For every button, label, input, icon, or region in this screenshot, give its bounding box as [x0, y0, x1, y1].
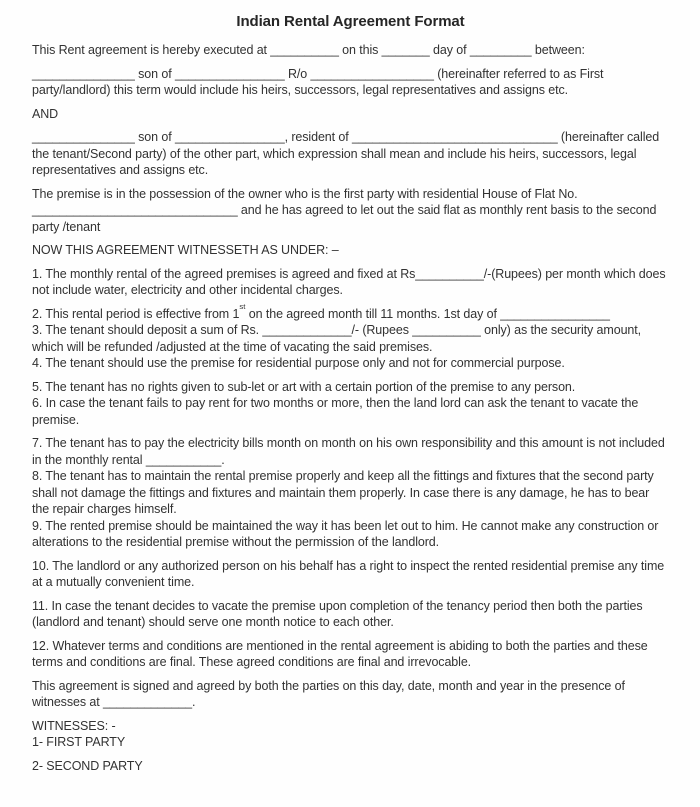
paragraph	[32, 379, 669, 429]
paragraph-line: 2- SECOND PARTY	[32, 758, 143, 773]
paragraph-line: 1. The monthly rental of the agreed premises is agreed and fixed at Rs__________/-(Rupees) per month which does not include water, electricity and other incidental charges.	[32, 266, 666, 297]
paragraph-line: 1- FIRST PARTY	[32, 735, 126, 749]
document-body	[32, 42, 669, 774]
paragraph	[32, 266, 669, 299]
paragraph-line: 6. In case the tenant fails to pay rent for two months or more, then the land lord can ask the tenant to vacate the premise.	[32, 396, 639, 427]
superscript-text: st	[239, 302, 246, 312]
paragraph	[32, 242, 669, 259]
paragraph	[32, 638, 669, 671]
paragraph-line: 8. The tenant has to maintain the rental premise properly and keep all the fittings and fixtures that the second party shall not damage the fittings and fixtures and maintain them properly. In case there is any damage, he has to bear the repair charges himself.	[32, 469, 654, 516]
paragraph	[32, 42, 669, 59]
paragraph-line: 7. The tenant has to pay the electricity bills month on month on his own responsibility and this amount is not included in the monthly rental ___________.	[32, 436, 665, 467]
paragraph	[32, 758, 669, 775]
paragraph	[32, 302, 669, 372]
paragraph-line: 4. The tenant should use the premise for residential purpose only and not for commercial purpose.	[32, 356, 565, 370]
paragraph	[32, 678, 669, 711]
paragraph-line: _______________ son of ________________, resident of ______________________________ (hereinafter called the tenant/Second party) of the other part, which expression shall mean and include his heirs, successors, legal representatives and assigns etc.	[32, 130, 660, 177]
paragraph-line: NOW THIS AGREEMENT WITNESSETH AS UNDER: –	[32, 243, 339, 257]
paragraph-line: 5. The tenant has no rights given to sub-let or art with a certain portion of the premise to any person.	[32, 379, 576, 394]
paragraph	[32, 186, 669, 236]
paragraph	[32, 435, 669, 551]
paragraph-line: WITNESSES: -	[32, 718, 116, 733]
paragraph-line: This agreement is signed and agreed by both the parties on this day, date, month and year in the presence of witnesses at _____________.	[32, 678, 625, 709]
paragraph	[32, 718, 669, 751]
paragraph-line: _______________ son of ________________ R/o __________________ (hereinafter referred to as First party/landlord) this term would include his heirs, successors, legal representatives and assigns etc.	[32, 66, 604, 97]
paragraph	[32, 558, 669, 591]
document-title: Indian Rental Agreement Format	[236, 13, 465, 30]
paragraph	[32, 129, 669, 179]
paragraph-line: 11. In case the tenant decides to vacate the premise upon completion of the tenancy period then both the parties (landlord and tenant) should serve one month notice to each other.	[32, 598, 643, 629]
paragraph-line: This Rent agreement is hereby executed at __________ on this _______ day of _________ between:	[32, 43, 585, 57]
paragraph-line: 3. The tenant should deposit a sum of Rs. _____________/- (Rupees __________ only) as the security amount, which will be refunded /adjusted at the time of vacating the said premises.	[32, 323, 642, 354]
paragraph-line: 10. The landlord or any authorized person on his behalf has a right to inspect the rented residential premise any time at a mutually convenient time.	[32, 558, 665, 589]
paragraph	[32, 106, 669, 123]
paragraph-line: The premise is in the possession of the owner who is the first party with residential House of Flat No. ______________________________ and he has agreed to let out the said flat as monthly rent basis to the second party /tenant	[32, 186, 657, 234]
paragraph	[32, 66, 669, 99]
paragraph-line: 9. The rented premise should be maintained the way it has been let out to him. He cannot make any construction or alterations to the residential premise without the permission of the landlord.	[32, 518, 659, 549]
paragraph-line: 2. This rental period is effective from 1st on the agreed month till 11 months. 1st day of ________________	[32, 302, 610, 321]
paragraph-line: 12. Whatever terms and conditions are mentioned in the rental agreement is abiding to both the parties and these terms and conditions are final. These agreed conditions are final and irrevocable.	[32, 638, 648, 669]
paragraph	[32, 598, 669, 631]
paragraph-line: AND	[32, 106, 59, 121]
